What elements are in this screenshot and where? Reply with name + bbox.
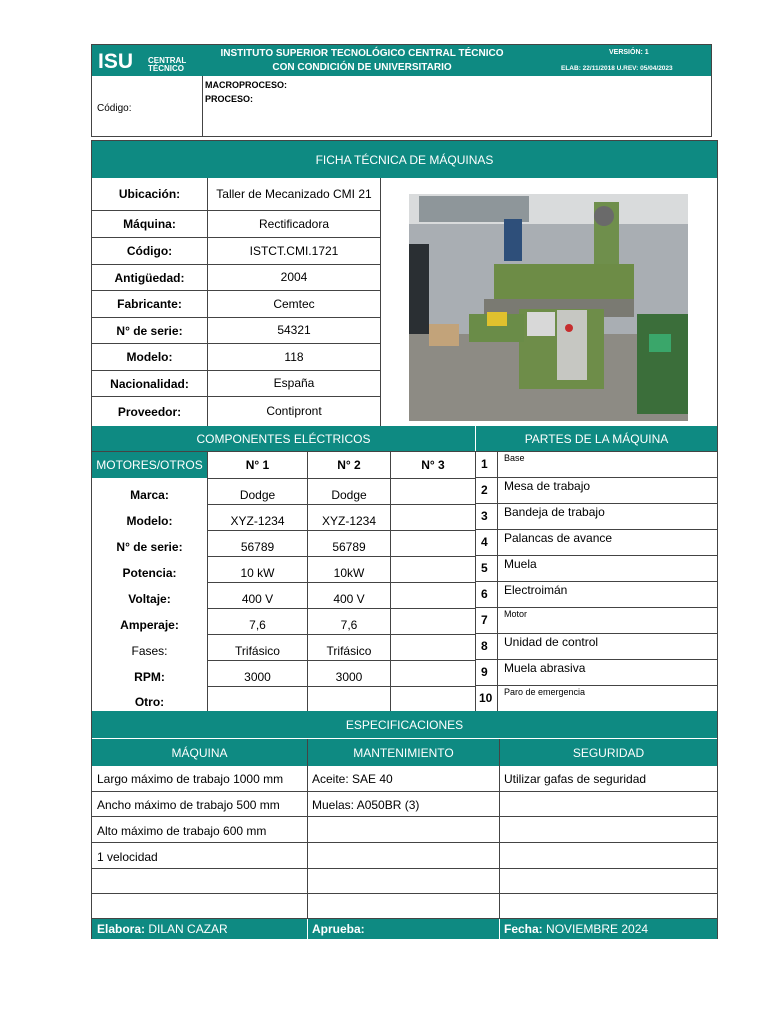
elec-label: N° de serie: bbox=[116, 540, 183, 554]
institute-condition: CON CONDICIÓN DE UNIVERSITARIO bbox=[272, 62, 452, 73]
footer-elabora: Elabora: DILAN CAZAR bbox=[97, 922, 228, 936]
elec-n1: XYZ-1234 bbox=[230, 513, 285, 528]
spec-header-machine: MÁQUINA bbox=[92, 739, 307, 766]
elec-n1: 400 V bbox=[241, 591, 274, 606]
elec-label: Potencia: bbox=[122, 566, 177, 580]
info-value: ISTCT.CMI.1721 bbox=[249, 243, 339, 258]
part-number: 5 bbox=[481, 561, 488, 575]
sheet-title: FICHA TÉCNICA DE MÁQUINAS bbox=[92, 141, 717, 178]
part-number: 8 bbox=[481, 639, 488, 653]
info-label: Nacionalidad: bbox=[110, 376, 189, 391]
elec-label: Marca: bbox=[130, 488, 169, 502]
spec-machine: 1 velocidad bbox=[97, 850, 158, 864]
elec-n2: 10kW bbox=[333, 565, 365, 580]
part-name: Motor bbox=[504, 609, 528, 619]
info-value: 2004 bbox=[280, 270, 308, 284]
motor1-header: N° 1 bbox=[245, 458, 270, 472]
institute-logo bbox=[96, 49, 202, 73]
part-name: Muela abrasiva bbox=[504, 661, 586, 675]
machine-photo bbox=[409, 194, 688, 421]
footer-aprueba: Aprueba: bbox=[312, 922, 365, 936]
info-value: 118 bbox=[284, 349, 304, 364]
info-value: Rectificadora bbox=[258, 216, 330, 231]
revision-dates: ELAB: 22/11/2018 U.REV: 05/04/2023 bbox=[561, 65, 673, 72]
elec-n1: Trifásico bbox=[235, 643, 280, 658]
spec-header-safety: SEGURIDAD bbox=[500, 739, 717, 766]
elec-n1: 3000 bbox=[244, 669, 271, 684]
motor2-header: N° 2 bbox=[337, 458, 361, 472]
part-number: 7 bbox=[481, 613, 488, 627]
motor3-header: N° 3 bbox=[421, 458, 445, 472]
part-name: Base bbox=[504, 453, 525, 463]
part-number: 2 bbox=[481, 483, 488, 497]
elec-n2: Dodge bbox=[331, 487, 367, 502]
version-label: VERSIÓN: 1 bbox=[609, 49, 649, 56]
elec-label: Fases: bbox=[131, 644, 168, 658]
part-number: 10 bbox=[479, 691, 493, 705]
spec-machine: Ancho máximo de trabajo 500 mm bbox=[97, 798, 280, 812]
part-number: 1 bbox=[481, 457, 488, 471]
motors-header: MOTORES/OTROS bbox=[92, 452, 207, 478]
part-name: Paro de emergencia bbox=[504, 687, 586, 697]
specs-title: ESPECIFICACIONES bbox=[92, 711, 717, 738]
spec-maintenance: Muelas: A050BR (3) bbox=[312, 798, 420, 812]
document-header bbox=[91, 44, 712, 137]
code-label: Código: bbox=[97, 103, 132, 114]
elec-n1: 7,6 bbox=[249, 617, 266, 632]
spec-header-maintenance: MANTENIMIENTO bbox=[308, 739, 499, 766]
elec-n1: Dodge bbox=[239, 487, 276, 502]
elec-n2: Trifásico bbox=[326, 643, 372, 658]
elec-n2: XYZ-1234 bbox=[321, 513, 377, 528]
info-label: Antigüedad: bbox=[114, 270, 185, 285]
part-name: Muela bbox=[504, 557, 537, 571]
part-name: Unidad de control bbox=[504, 635, 599, 649]
info-label: Fabricante: bbox=[117, 297, 182, 311]
electrical-title: COMPONENTES ELÉCTRICOS bbox=[92, 426, 475, 451]
institute-name: INSTITUTO SUPERIOR TECNOLÓGICO CENTRAL TÉCNICO bbox=[220, 48, 504, 59]
info-value: 54321 bbox=[277, 323, 311, 337]
macroprocess-label: MACROPROCESO: bbox=[205, 80, 288, 90]
part-name: Palancas de avance bbox=[504, 531, 613, 545]
footer-fecha: Fecha: NOVIEMBRE 2024 bbox=[504, 922, 649, 936]
part-number: 4 bbox=[481, 535, 488, 549]
part-name: Electroimán bbox=[504, 583, 568, 597]
info-value: Contipront bbox=[266, 404, 322, 418]
info-label: Modelo: bbox=[126, 350, 173, 364]
spec-maintenance: Aceite: SAE 40 bbox=[312, 772, 393, 786]
info-label: Máquina: bbox=[123, 217, 176, 231]
elec-label: Amperaje: bbox=[120, 618, 179, 632]
spec-safety: Utilizar gafas de seguridad bbox=[504, 772, 647, 786]
info-value: Cemtec bbox=[273, 296, 315, 311]
info-label: Proveedor: bbox=[117, 404, 182, 419]
part-name: Mesa de trabajo bbox=[504, 479, 591, 493]
elec-n2: 56789 bbox=[332, 539, 366, 554]
header-banner bbox=[92, 45, 711, 76]
elec-n2: 400 V bbox=[333, 591, 365, 606]
code-cell bbox=[92, 76, 203, 137]
elec-n2: 7,6 bbox=[340, 617, 358, 632]
elec-label: Otro: bbox=[134, 695, 165, 709]
elec-label: RPM: bbox=[134, 670, 165, 684]
part-number: 3 bbox=[481, 509, 488, 523]
info-label: Código: bbox=[126, 244, 173, 258]
part-number: 9 bbox=[481, 665, 488, 679]
info-label: N° de serie: bbox=[116, 323, 183, 338]
spec-machine: Alto máximo de trabajo 600 mm bbox=[97, 824, 267, 838]
logo-subtext: CENTRAL TÉCNICO bbox=[148, 56, 187, 73]
elec-n2: 3000 bbox=[335, 669, 363, 684]
spec-machine: Largo máximo de trabajo 1000 mm bbox=[97, 772, 284, 786]
info-value: España bbox=[273, 376, 315, 390]
elec-n1: 10 kW bbox=[240, 565, 275, 580]
elec-label: Voltaje: bbox=[128, 592, 171, 606]
machine-sheet bbox=[91, 140, 718, 939]
part-number: 6 bbox=[481, 587, 488, 601]
process-label: PROCESO: bbox=[205, 94, 254, 104]
part-name: Bandeja de trabajo bbox=[504, 505, 605, 519]
info-label: Ubicación: bbox=[118, 187, 181, 201]
elec-n1: 56789 bbox=[240, 539, 275, 554]
parts-title: PARTES DE LA MÁQUINA bbox=[476, 426, 717, 451]
elec-label: Modelo: bbox=[126, 514, 173, 528]
logo-text: ISU bbox=[98, 50, 134, 73]
info-value: Taller de Mecanizado CMI 21 bbox=[216, 186, 372, 201]
